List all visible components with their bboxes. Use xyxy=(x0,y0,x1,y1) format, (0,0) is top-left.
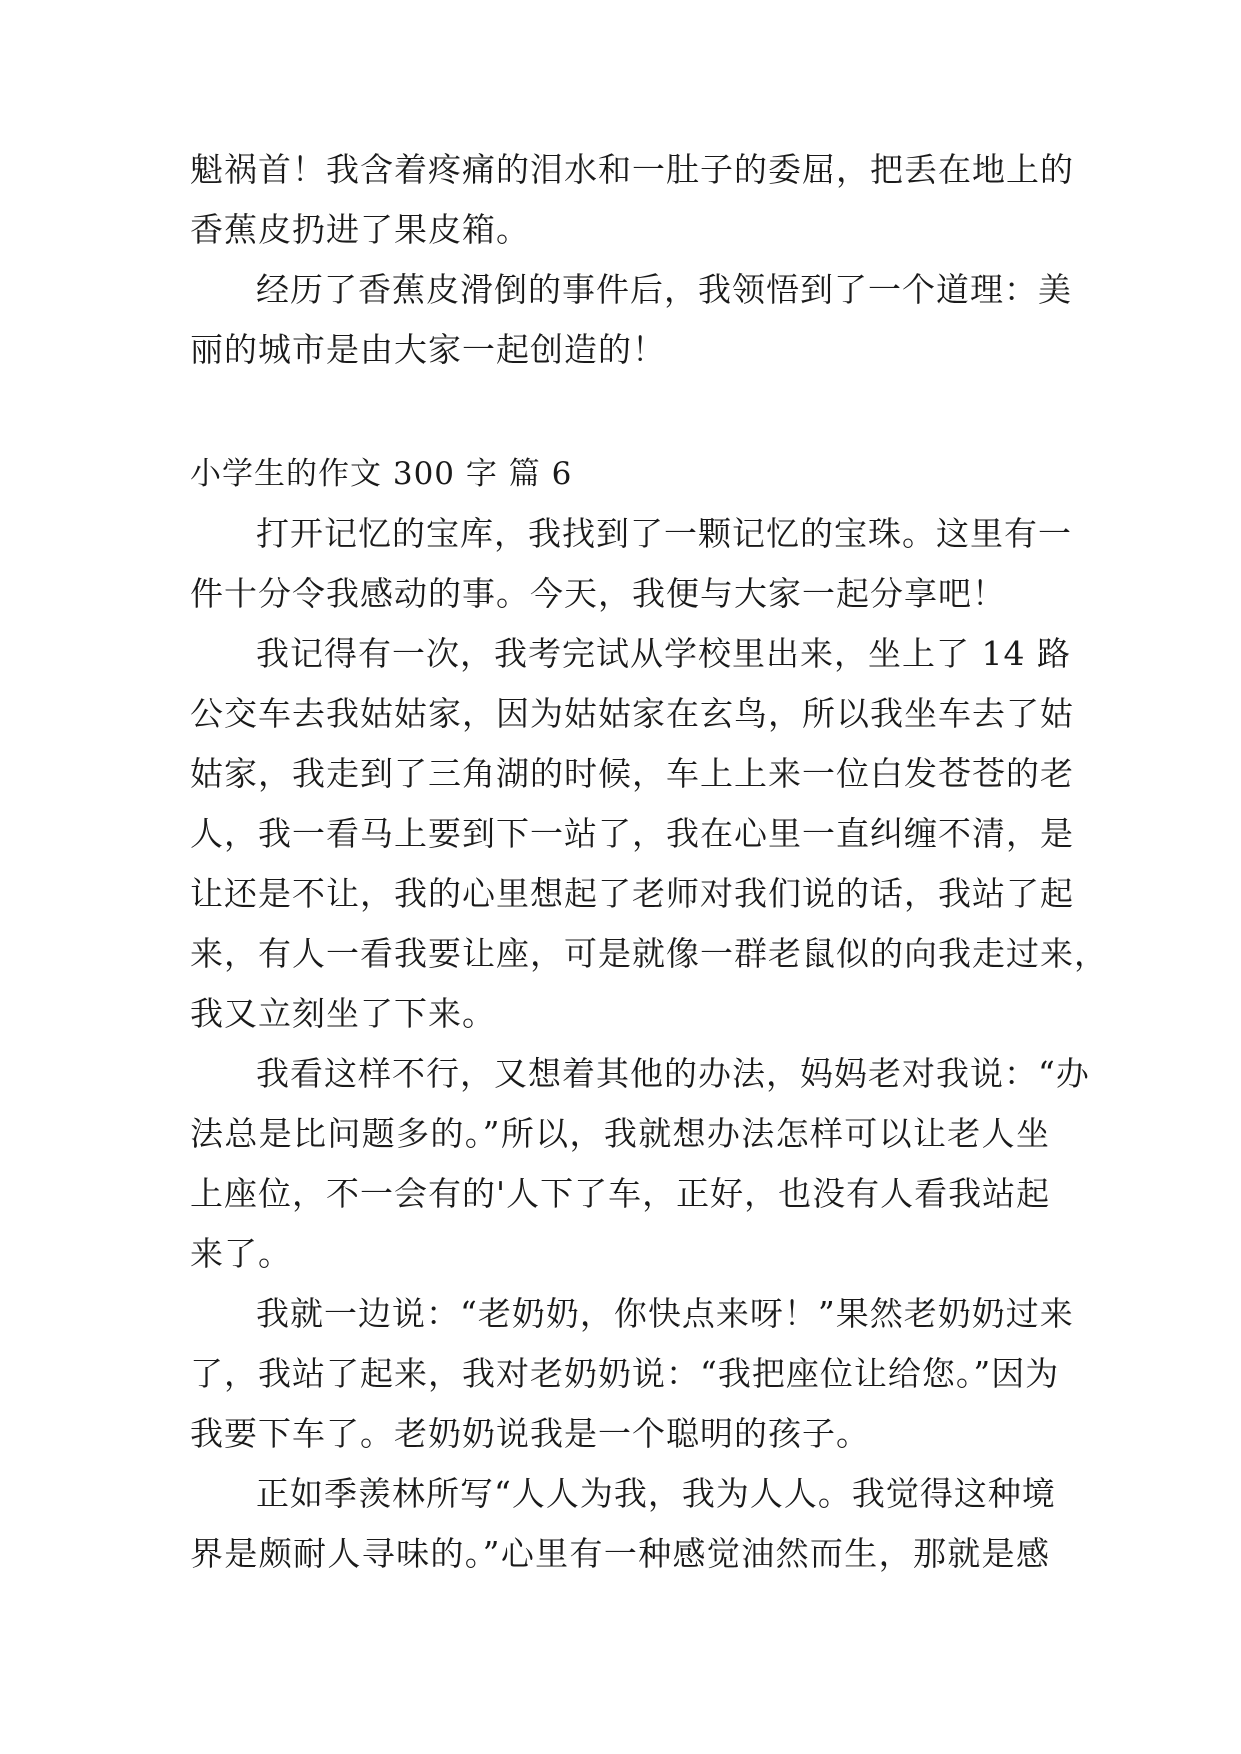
text-line: 姑家，我走到了三角湖的时候，车上上来一位白发苍苍的老 xyxy=(190,754,1074,793)
text-line: 法总是比问题多的。”所以，我就想办法怎样可以让老人坐 xyxy=(190,1114,1050,1153)
text-line: 公交车去我姑姑家，因为姑姑家在玄鸟，所以我坐车去了姑 xyxy=(190,694,1074,733)
text-line: 我就一边说：“老奶奶，你快点来呀！”果然老奶奶过来 xyxy=(256,1294,1074,1333)
text-line: 丽的城市是由大家一起创造的！ xyxy=(190,330,666,369)
text-line: 来，有人一看我要让座，可是就像一群老鼠似的向我走过来， xyxy=(190,934,1108,973)
paragraph xyxy=(190,624,1108,1044)
text-line: 界是颇耐人寻味的。”心里有一种感觉油然而生，那就是感 xyxy=(190,1534,1050,1573)
text-line: 香蕉皮扔进了果皮箱。 xyxy=(190,210,530,249)
text-line: 上座位，不一会有的'人下了车，正好，也没有人看我站起 xyxy=(190,1174,1051,1213)
text-line: 我要下车了。老奶奶说我是一个聪明的孩子。 xyxy=(190,1414,870,1453)
document-page xyxy=(190,140,1108,1584)
text-line: 让还是不让，我的心里想起了老师对我们说的话，我站了起 xyxy=(190,874,1074,913)
text-line: 我记得有一次，我考完试从学校里出来，坐上了 14 路 xyxy=(256,634,1071,673)
paragraph xyxy=(190,260,1072,380)
text-line: 来了。 xyxy=(190,1234,292,1273)
paragraph xyxy=(190,1044,1090,1284)
text-line: 件十分令我感动的事。今天，我便与大家一起分享吧！ xyxy=(190,574,1006,613)
paragraph xyxy=(190,1464,1056,1584)
text-line: 魁祸首！我含着疼痛的泪水和一肚子的委屈，把丢在地上的 xyxy=(190,150,1074,189)
text-line: 人，我一看马上要到下一站了，我在心里一直纠缠不清，是 xyxy=(190,814,1074,853)
text-line: 了，我站了起来，我对老奶奶说：“我把座位让给您。”因为 xyxy=(190,1354,1060,1393)
text-line: 经历了香蕉皮滑倒的事件后，我领悟到了一个道理：美 xyxy=(256,270,1072,309)
text-line: 正如季羡林所写“人人为我，我为人人。我觉得这种境 xyxy=(256,1474,1056,1513)
paragraph xyxy=(190,1284,1074,1464)
paragraph xyxy=(190,504,1072,624)
text-line: 打开记忆的宝库，我找到了一颗记忆的宝珠。这里有一 xyxy=(256,514,1072,553)
text-line: 我又立刻坐了下来。 xyxy=(190,994,496,1033)
text-line: 我看这样不行，又想着其他的办法，妈妈老对我说：“办 xyxy=(256,1054,1090,1093)
paragraph xyxy=(190,140,1074,260)
section-heading: 小学生的作文 300 字 篇 6 xyxy=(190,456,573,492)
